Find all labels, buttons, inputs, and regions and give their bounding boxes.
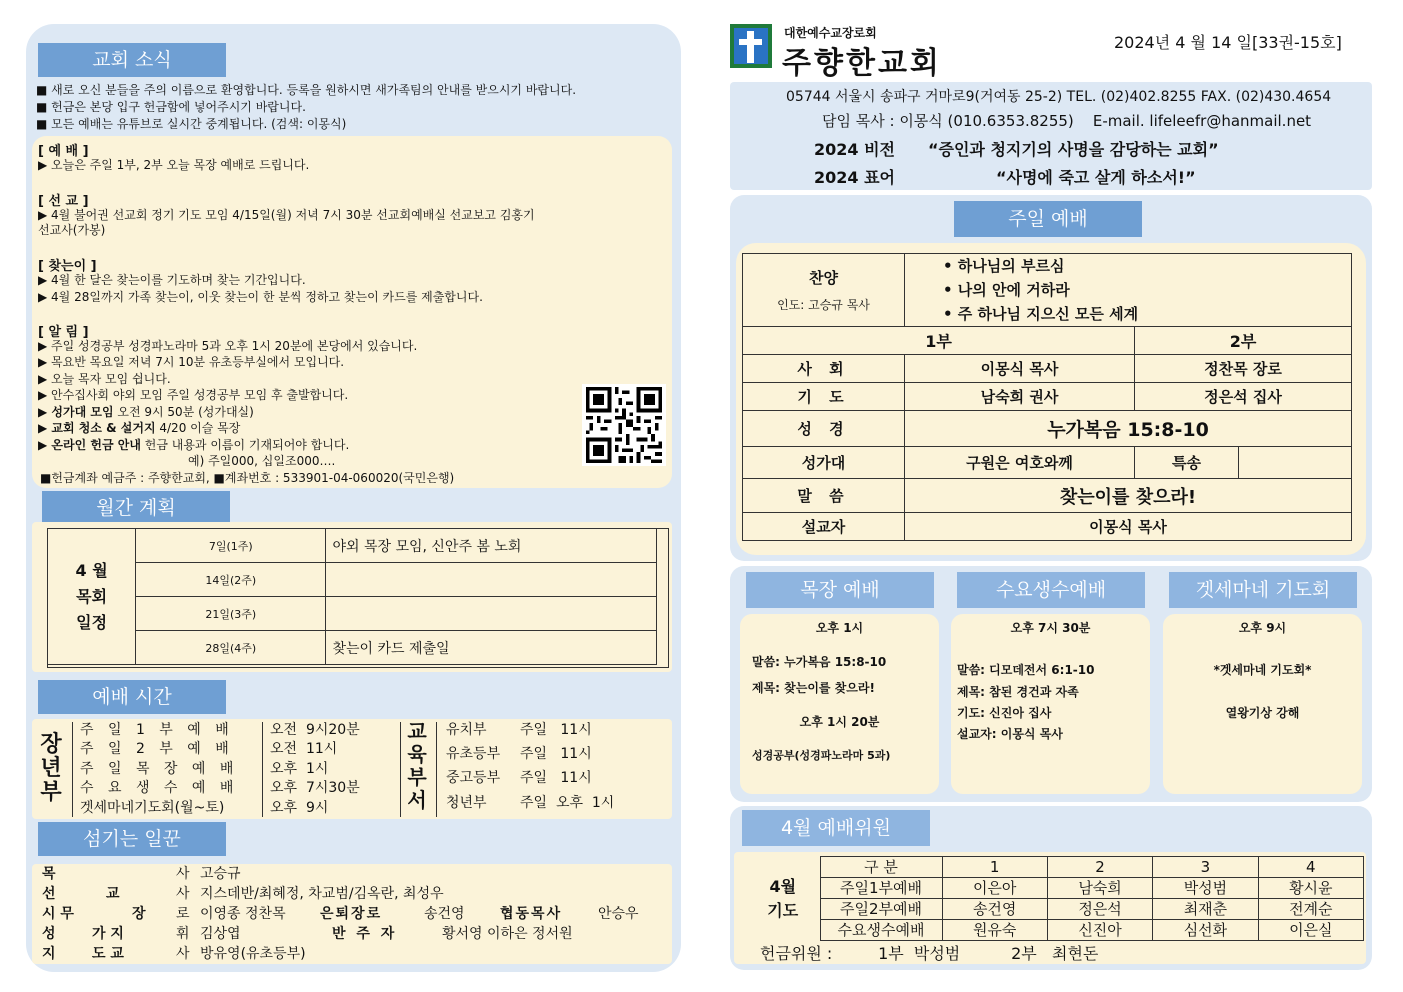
month-line-3: 일정 xyxy=(76,612,108,632)
roster-side-1: 4월 xyxy=(769,876,797,896)
edu-dept-label: 교육부서 xyxy=(407,719,427,812)
roster-cell: 전계순 xyxy=(1258,899,1363,920)
choir-notice-label: ▶ 성가대 모임 xyxy=(38,405,114,419)
adult-service-time-1: 오전 9시20분 xyxy=(270,722,360,738)
vision-text: “증인과 청지기의 사명을 감당하는 교회” xyxy=(928,140,1219,159)
date-cell: 14일(2주) xyxy=(136,563,326,597)
preacher-label: 설교자 xyxy=(743,513,905,541)
table-row xyxy=(746,878,1364,899)
servant-role-a-2: 선 xyxy=(42,886,56,902)
table-row xyxy=(743,479,1352,513)
scripture-text: 누가복음 15:8-10 xyxy=(905,411,1352,447)
edu-service-time-3: 주일 11시 xyxy=(520,770,592,786)
motto-label: 2024 표어 xyxy=(814,168,896,187)
news-intro-3: ■ 모든 예배는 유튜브로 실시간 중계됩니다. (검색: 이몽식) xyxy=(36,117,347,131)
accompanist-label: 반 주 자 xyxy=(332,926,398,942)
adult-dept-label: 장년부 xyxy=(40,732,62,805)
table-row xyxy=(746,857,1364,878)
senior-pastor-contact: 담임 목사 : 이몽식 (010.6353.8255) E-mail. lifeleefr@hanmail.net xyxy=(822,112,1312,130)
roster-header-cell: 4 xyxy=(1258,857,1363,878)
edu-divider xyxy=(436,722,437,817)
roster-header-cell: 1 xyxy=(942,857,1047,878)
vision-label: 2024 비전 xyxy=(814,140,896,159)
table-row xyxy=(743,513,1352,541)
cell-worship-title: 목장 예배 xyxy=(746,572,934,608)
table-row xyxy=(48,563,657,597)
gethsemane-time: 오후 9시 xyxy=(1238,621,1287,635)
servants-title: 섬기는 일꾼 xyxy=(38,822,226,856)
roster-cell: 박성범 xyxy=(1153,878,1258,899)
worship-heading: [ 예 배 ] xyxy=(38,144,89,159)
wednesday-worship-prayer: 기도: 신진아 집사 xyxy=(957,706,1052,720)
servant-role-a-5: 지 xyxy=(42,946,56,962)
edu-service-name-4: 청년부 xyxy=(446,795,487,811)
adult-service-time-2: 오전 11시 xyxy=(270,741,338,757)
edu-left-divider xyxy=(400,722,401,817)
song-2: • 나의 안에 거하라 xyxy=(943,281,1070,299)
edu-service-time-1: 주일 11시 xyxy=(520,722,592,738)
edu-service-name-3: 중고등부 xyxy=(446,770,501,786)
table-row xyxy=(746,899,1364,920)
servant-role-c-4: 휘 xyxy=(176,926,190,942)
sunday-worship-title: 주일 예배 xyxy=(954,201,1142,237)
notice-item-3: ▶ 오늘 목자 모임 쉽니다. xyxy=(38,372,171,386)
servant-role-a-4: 성 xyxy=(42,926,56,942)
roster-side-cell xyxy=(746,857,820,941)
retired-elder-label: 은퇴장로 xyxy=(320,906,383,922)
notice-item-1: ▶ 주일 성경공부 성경파노라마 5과 오후 1시 20분에 본당에서 있습니다. xyxy=(38,339,418,353)
table-row xyxy=(743,355,1352,383)
host-label: 사 회 xyxy=(743,355,905,383)
coop-pastor-label: 협동목사 xyxy=(500,906,563,922)
roster-cell: 이은아 xyxy=(942,878,1047,899)
table-row xyxy=(743,411,1352,447)
servant-names-1: 고승규 xyxy=(200,866,241,882)
online-offering-label: ▶ 온라인 헌금 안내 xyxy=(38,438,141,452)
adult-time-divider xyxy=(262,722,263,817)
adult-service-name-3: 주 일 목 장 예 배 xyxy=(80,761,239,777)
monthly-plan-title: 월간 계획 xyxy=(42,491,230,525)
gethsemane-name: *겟세마네 기도회* xyxy=(1213,663,1312,677)
edu-service-name-1: 유치부 xyxy=(446,722,487,738)
online-offering-text: 헌금 내용과 이름이 기재되어야 합니다. xyxy=(140,438,350,452)
church-address: 05744 서울시 송파구 거마로9(거여동 25-2) TEL. (02)402.8255 FAX. (02)430.4654 xyxy=(786,89,1332,105)
roster-cell: 주일1부예배 xyxy=(820,878,942,899)
edu-service-time-4: 주일 오후 1시 xyxy=(520,795,615,811)
servant-role-c-3: 로 xyxy=(176,906,190,922)
date-cell: 7일(1주) xyxy=(136,529,326,563)
servant-names-2: 지스데반/최혜정, 차교범/김옥란, 최성우 xyxy=(200,886,444,902)
seekers-heading: [ 찾는이 ] xyxy=(38,259,97,274)
roster-cell: 심선화 xyxy=(1153,920,1258,941)
roster-cell: 수요생수예배 xyxy=(820,920,942,941)
servant-role-a-1: 목 xyxy=(42,866,56,882)
prayer-part1: 남숙희 권사 xyxy=(905,383,1135,411)
roster-cell: 이은실 xyxy=(1258,920,1363,941)
worship-item: ▶ 오늘은 주일 1부, 2부 오늘 목장 예배로 드립니다. xyxy=(38,158,310,172)
church-news-title: 교회 소식 xyxy=(38,43,226,77)
roster-cell: 정은석 xyxy=(1047,899,1152,920)
adult-divider xyxy=(72,722,73,817)
table-row xyxy=(743,254,1352,327)
roster-side-2: 기도 xyxy=(767,900,799,920)
cleaning-notice xyxy=(38,420,240,436)
monthly-plan-table xyxy=(47,528,657,665)
table-row xyxy=(743,327,1352,355)
table-row xyxy=(743,383,1352,411)
scripture-label: 성 경 xyxy=(743,411,905,447)
cell-worship-study-time: 오후 1시 20분 xyxy=(799,715,880,729)
offering-committee: 헌금위원 : 1부 박성범 2부 최현돈 xyxy=(760,944,1099,963)
cell-worship-subject: 제목: 찾는이를 찾으라! xyxy=(752,681,875,695)
roster-cell: 주일2부예배 xyxy=(820,899,942,920)
sermon-title: 찾는이를 찾으라! xyxy=(905,479,1352,513)
notice-item-2: ▶ 목요반 목요일 저녁 7시 10분 유초등부실에서 모입니다. xyxy=(38,355,345,369)
servant-role-a-3: 시 무 xyxy=(42,906,74,922)
special-song xyxy=(1239,447,1352,479)
wednesday-worship-time: 오후 7시 30분 xyxy=(1010,621,1091,635)
table-row xyxy=(48,631,657,665)
month-line-2: 목회 xyxy=(76,586,108,606)
church-name: 주향한교회 xyxy=(782,46,942,81)
praise-leader: 인도: 고승규 목사 xyxy=(777,298,870,312)
cell-worship-time: 오후 1시 xyxy=(815,621,864,635)
table-row xyxy=(746,920,1364,941)
servant-names-3: 이영종 정찬목 xyxy=(200,906,286,922)
church-logo-icon xyxy=(730,24,772,68)
host-part1: 이몽식 목사 xyxy=(905,355,1135,383)
edu-service-time-2: 주일 11시 xyxy=(520,746,592,762)
roster-cell: 최재춘 xyxy=(1153,899,1258,920)
table-row xyxy=(48,529,657,563)
cleaning-notice-label: ▶ 교회 청소 & 설거지 xyxy=(38,421,156,435)
edu-service-name-2: 유초등부 xyxy=(446,746,501,762)
notice-item-4: ▶ 안수집사회 야외 모임 주일 성경공부 모임 후 출발합니다. xyxy=(38,388,349,402)
offering-account: ■헌금계좌 예금주 : 주향한교회, ■계좌번호 : 533901-04-060020(국민은행) xyxy=(40,471,455,485)
adult-service-name-2: 주 일 2 부 예 배 xyxy=(80,741,234,757)
table-row xyxy=(743,447,1352,479)
servant-role-b-4: 가 지 xyxy=(92,926,124,942)
adult-service-name-5: 겟세마네기도회(월~토) xyxy=(80,800,225,816)
bulletin-date: 2024년 4 월 14 일[33권-15호] xyxy=(1114,33,1342,52)
cell-worship-card xyxy=(740,614,939,794)
servant-role-b-3: 장 xyxy=(132,906,146,922)
songs-cell xyxy=(905,254,1352,327)
servant-role-b-2: 교 xyxy=(106,886,120,902)
seekers-item-1: ▶ 4월 한 달은 찾는이를 기도하며 찾는 기간입니다. xyxy=(38,273,306,287)
cleaning-notice-text: 4/20 이슬 목장 xyxy=(155,421,241,435)
servant-role-b-5: 도 교 xyxy=(92,946,124,962)
adult-service-time-5: 오후 9시 xyxy=(270,800,329,816)
choir-notice-text: 오전 9시 50분 (성가대실) xyxy=(113,405,254,419)
choir-label: 성가대 xyxy=(743,447,905,479)
choir-song: 구원은 여호와께 xyxy=(905,447,1135,479)
roster-cell: 황시윤 xyxy=(1258,878,1363,899)
special-song-label: 특송 xyxy=(1135,447,1239,479)
servant-role-c-5: 사 xyxy=(176,946,190,962)
praise-label: 찬양 xyxy=(809,269,838,287)
choir-notice xyxy=(38,404,254,420)
news-intro-1: ■ 새로 오신 분들을 주의 이름으로 환영합니다. 등록을 원하시면 새가족팀의 안내를 받으시기 바랍니다. xyxy=(36,83,577,97)
adult-service-time-4: 오후 7시30분 xyxy=(270,780,360,796)
prayer-part2: 정은석 집사 xyxy=(1135,383,1352,411)
roster-header-cell: 구 분 xyxy=(820,857,942,878)
event-cell: 찾는이 카드 제출일 xyxy=(326,631,657,665)
mission-item-1: ▶ 4월 불어권 선교회 정기 기도 모임 4/15일(월) 저녁 7시 30분 선교회예배실 선교보고 김홍기 xyxy=(38,208,535,222)
wednesday-worship-preacher: 설교자: 이몽식 목사 xyxy=(957,727,1063,741)
gethsemane-text: 열왕기상 강해 xyxy=(1225,706,1300,720)
roster-header-cell: 3 xyxy=(1153,857,1258,878)
wednesday-worship-word: 말씀: 디모데전서 6:1-10 xyxy=(957,663,1095,677)
roster-title: 4월 예배위원 xyxy=(742,810,930,846)
adult-service-name-1: 주 일 1 부 예 배 xyxy=(80,722,234,738)
song-1: • 하나님의 부르심 xyxy=(943,257,1065,275)
roster-table xyxy=(746,856,1364,941)
roster-cell: 신진아 xyxy=(1047,920,1152,941)
motto-text: “사명에 죽고 살게 하소서!” xyxy=(996,168,1196,187)
prayer-label: 기 도 xyxy=(743,383,905,411)
month-cell xyxy=(48,529,136,665)
gethsemane-title: 겟세마네 기도회 xyxy=(1169,572,1357,608)
month-line-1: 4 월 xyxy=(75,560,108,580)
servant-names-4: 김상엽 xyxy=(200,926,241,942)
roster-cell: 송건영 xyxy=(942,899,1047,920)
notice-heading: [ 알 림 ] xyxy=(38,325,89,340)
wednesday-worship-subject: 제목: 참된 경건과 자족 xyxy=(957,685,1079,699)
roster-cell: 원유숙 xyxy=(942,920,1047,941)
seekers-item-2: ▶ 4월 28일까지 가족 찾는이, 이웃 찾는이 한 분씩 정하고 찾는이 카드를 제출합니다. xyxy=(38,290,483,304)
mission-heading: [ 선 교 ] xyxy=(38,194,89,209)
date-cell: 21일(3주) xyxy=(136,597,326,631)
song-3: • 주 하나님 지으신 모든 세계 xyxy=(943,305,1139,323)
part1-header: 1부 xyxy=(743,327,1135,355)
adult-service-time-3: 오후 1시 xyxy=(270,761,329,777)
news-intro-2: ■ 헌금은 본당 입구 헌금함에 넣어주시기 바랍니다. xyxy=(36,100,306,114)
online-offering-notice xyxy=(38,437,349,453)
roster-header-cell: 2 xyxy=(1047,857,1152,878)
event-cell xyxy=(326,563,657,597)
servant-role-c-1: 사 xyxy=(176,866,190,882)
servant-role-c-2: 사 xyxy=(176,886,190,902)
adult-service-name-4: 수 요 생 수 예 배 xyxy=(80,780,239,796)
retired-elder-name: 송건영 xyxy=(424,906,465,922)
part2-header: 2부 xyxy=(1135,327,1352,355)
roster-cell: 남숙희 xyxy=(1047,878,1152,899)
preacher-name: 이몽식 목사 xyxy=(905,513,1352,541)
coop-pastor-name: 안승우 xyxy=(598,906,639,922)
table-row xyxy=(48,597,657,631)
date-cell: 28일(4주) xyxy=(136,631,326,665)
praise-cell xyxy=(743,254,905,327)
service-times-title: 예배 시간 xyxy=(38,680,226,714)
accompanist-names: 황서영 이하은 정서원 xyxy=(442,926,573,942)
cell-worship-word: 말씀: 누가복음 15:8-10 xyxy=(752,655,887,669)
host-part2: 정찬목 장로 xyxy=(1135,355,1352,383)
qr-code-icon xyxy=(582,384,666,466)
sermon-label: 말 씀 xyxy=(743,479,905,513)
wednesday-worship-title: 수요생수예배 xyxy=(957,572,1145,608)
cell-worship-study: 성경공부(성경파노라마 5과) xyxy=(752,749,891,762)
event-cell: 야외 목장 모임, 신안주 봄 노회 xyxy=(326,529,657,563)
event-cell xyxy=(326,597,657,631)
mission-item-2: 선교사(가봉) xyxy=(38,223,106,237)
sunday-worship-table xyxy=(742,253,1352,541)
denomination-name: 대한예수교장로회 xyxy=(784,26,877,40)
servant-names-5: 방유영(유초등부) xyxy=(200,946,306,962)
online-offering-example: 예) 주일000, 십일조000…. xyxy=(188,454,336,468)
